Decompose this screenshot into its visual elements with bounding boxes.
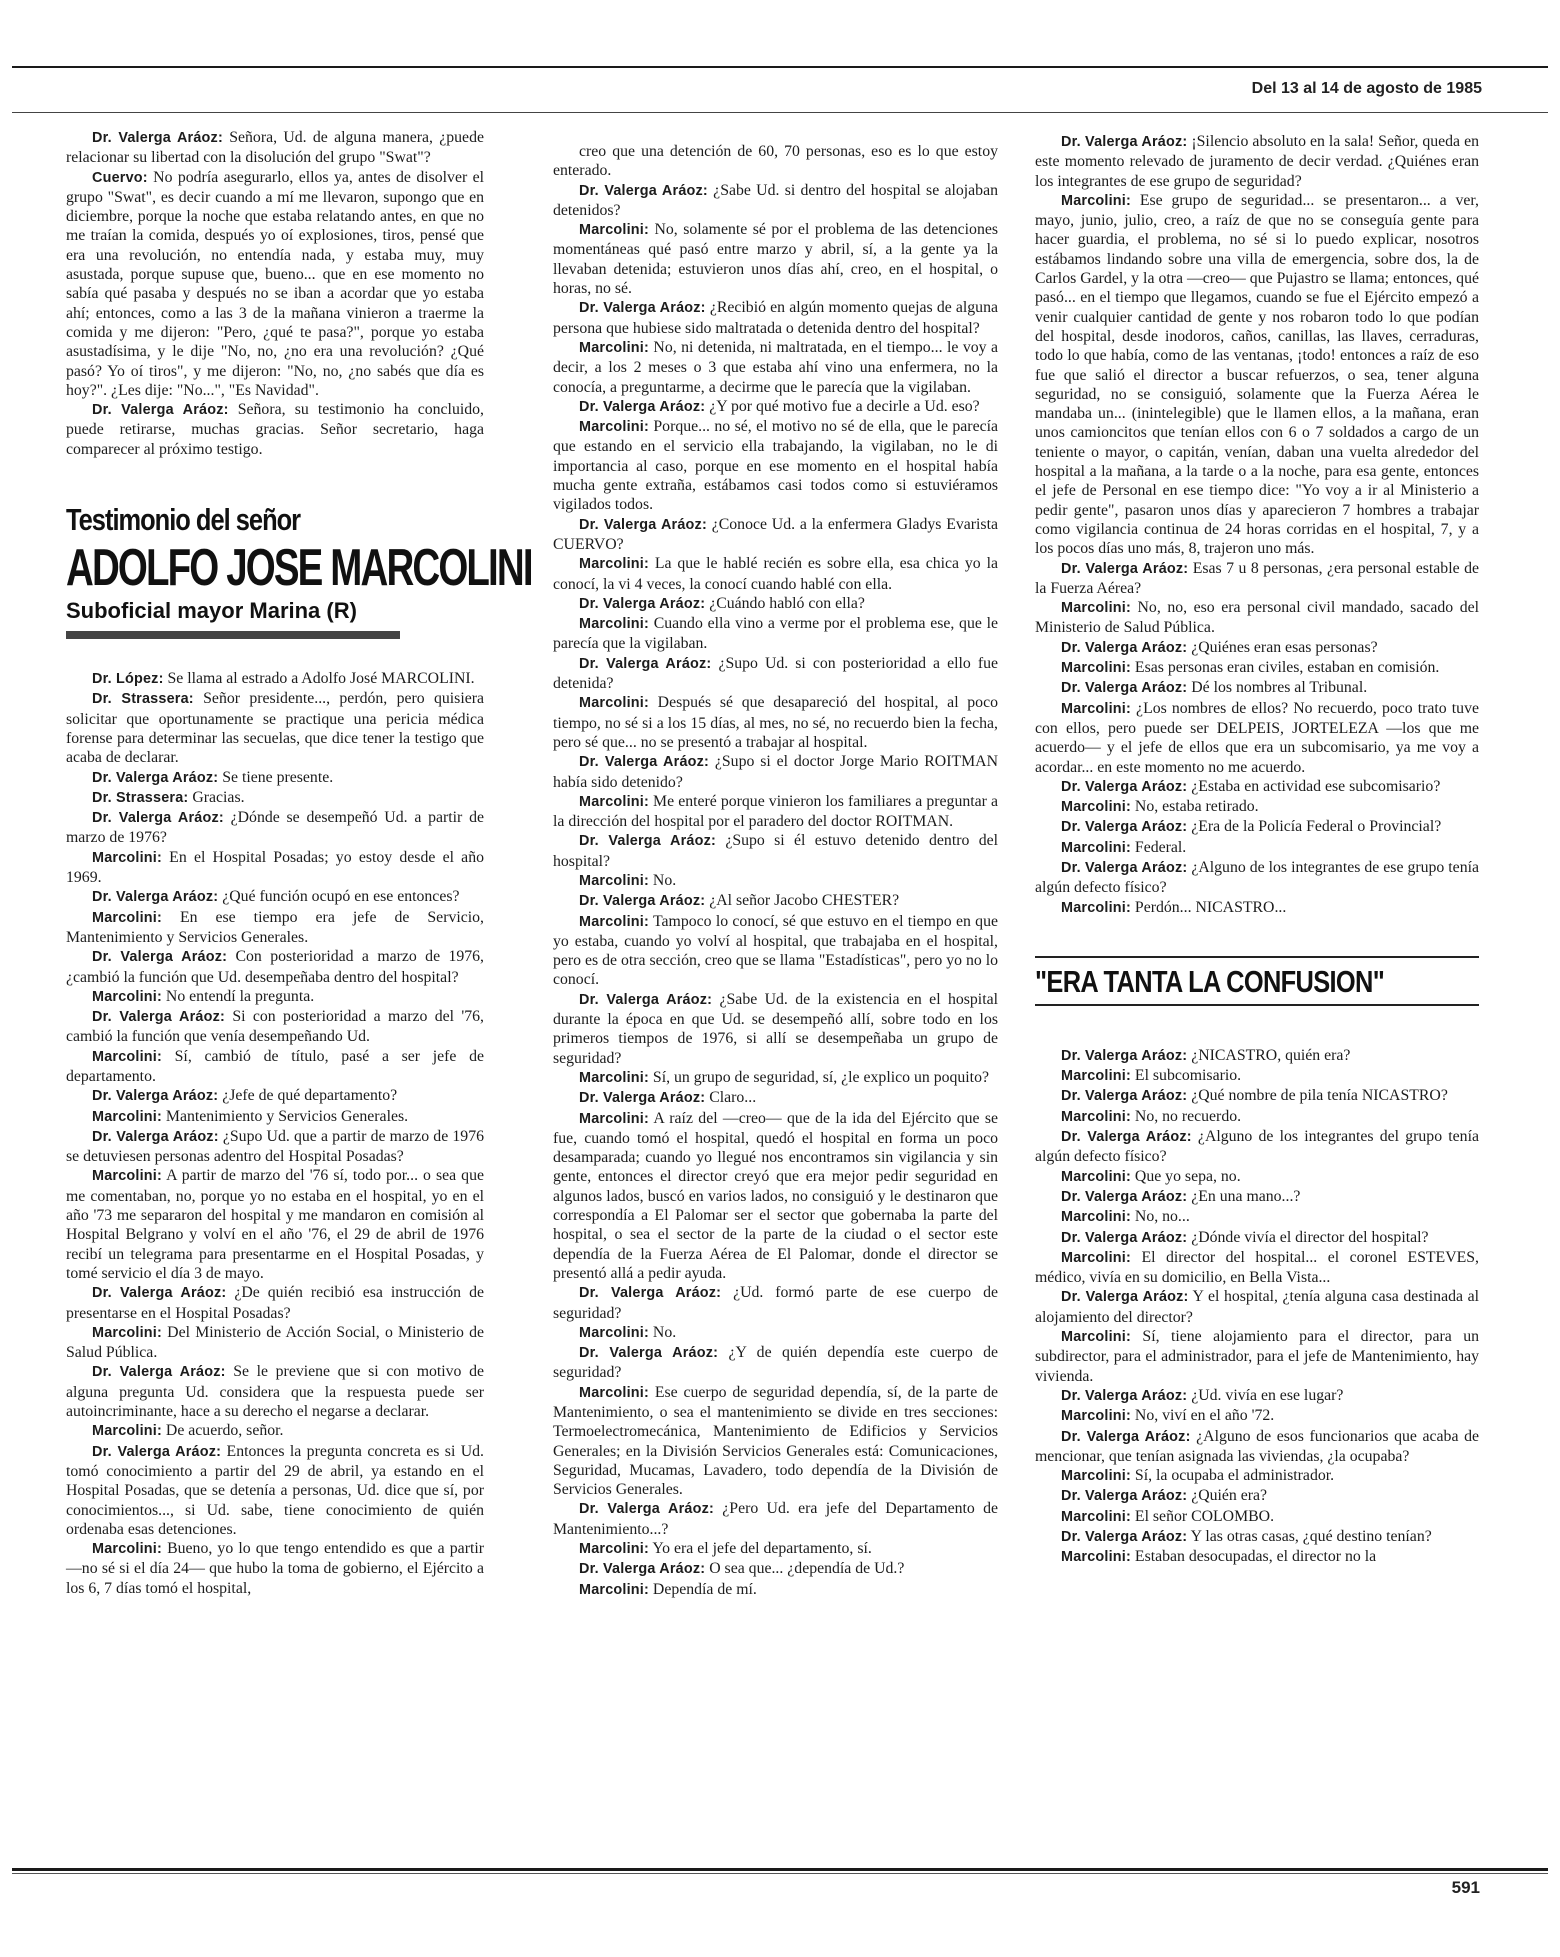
speaker-label: Marcolini: — [1061, 899, 1131, 916]
transcript-paragraph — [66, 1421, 484, 1441]
column-1 — [66, 128, 532, 1598]
speech-text: Estaban desocupadas, el director no la — [1130, 1548, 1377, 1566]
speech-text: ¿Sabe Ud. de la existencia en el hospital durante la época en que Ud. se desempeñó allí, sobre todo en los primeros tiempos de 1976, si allí se desempeñaba un grupo de seguridad? — [553, 990, 998, 1067]
speaker-label: Marcolini: — [92, 849, 162, 866]
speech-text: Señor presidente..., perdón, pero quisiera solicitar que oportunamente se practique una pericia médica forense para determinar las secuelas, que dice tener la testigo que acaba de declarar. — [66, 690, 484, 767]
transcript-paragraph — [1035, 1547, 1479, 1567]
transcript-paragraph — [66, 1539, 484, 1598]
witness-name: ADOLFO JOSE MARCOLINI — [66, 539, 532, 598]
transcript-paragraph — [553, 1383, 998, 1500]
transcript-paragraph — [1035, 1427, 1479, 1467]
transcript-paragraph — [66, 1047, 484, 1087]
speech-text: creo que una detención de 60, 70 personas, eso es lo que estoy enterado. — [553, 143, 998, 180]
transcript-paragraph — [66, 1323, 484, 1363]
transcript-paragraph — [66, 848, 484, 888]
speech-text: ¿Era de la Policía Federal o Provincial? — [1187, 818, 1442, 836]
transcript-paragraph — [1035, 838, 1479, 858]
transcript-paragraph — [1035, 1207, 1479, 1227]
speech-text: Después sé que desapareció del hospital, al poco tiempo, no sé si a los 15 días, al mes, no sé, no recuerdo bien la fecha, pero sé que... no se presentó a trabajar al hospital. — [553, 694, 998, 751]
transcript-paragraph — [1035, 1046, 1479, 1066]
transcript-paragraph — [66, 808, 484, 848]
speech-text: ¿Sabe Ud. si dentro del hospital se alojaban detenidos? — [553, 181, 998, 219]
speaker-label: Marcolini: — [92, 1324, 162, 1341]
speaker-label: Dr. Valerga Aráoz: — [579, 1285, 722, 1302]
speech-text: ¿Qué función ocupó en ese entonces? — [218, 888, 460, 906]
speaker-label: Dr. Valerga Aráoz: — [579, 595, 706, 612]
transcript-block — [66, 128, 484, 459]
transcript-paragraph — [1035, 1086, 1479, 1106]
transcript-paragraph — [66, 1442, 484, 1539]
speech-text: O sea que... ¿dependía de Ud.? — [705, 1560, 905, 1578]
transcript-paragraph — [66, 1107, 484, 1127]
speech-text: ¿Quién era? — [1187, 1487, 1268, 1505]
speech-text: En el Hospital Posadas; yo estoy desde el año 1969. — [66, 848, 484, 887]
speaker-label: Marcolini: — [92, 1423, 162, 1440]
transcript-paragraph — [1035, 777, 1479, 797]
speech-text: ¿Ud. formó parte de ese cuerpo de seguridad? — [553, 1284, 998, 1322]
speaker-label: Dr. Valerga Aráoz: — [92, 1088, 219, 1105]
speech-text: A partir de marzo del '76 sí, todo por... o sea que me comentaban, no, porque yo no estaba en el hospital, yo en el año '73 me separaron del hospital y me mandaron en comisión al Hospital Belgrano y volví en el año '76, el 29 de abril de 1976 recibí un telegrama para presentarme en el Hospital Posadas, y tomé servicio el día 3 de mayo. — [66, 1167, 484, 1282]
speech-text: No entendí la pregunta. — [161, 987, 315, 1005]
transcript-paragraph — [66, 669, 484, 689]
speech-text: Sí, cambió de título, pasé a ser jefe de departamento. — [66, 1047, 484, 1085]
speech-text: Entonces la pregunta concreta es si Ud. tomó conocimiento a partir del 29 de abril, ya estando en el Hospital Posadas, que se detenía a personas, Ud. dice que sí, por conocimientos..., si Ud. sabe, tiene conocimiento de quién ordenaba esas detenciones. — [66, 1442, 484, 1538]
speaker-label: Marcolini: — [579, 222, 649, 239]
transcript-paragraph — [66, 887, 484, 907]
speech-text: ¿Supo Ud. si con posterioridad a ello fue detenida? — [553, 654, 998, 693]
speaker-label: Dr. Valerga Aráoz: — [579, 754, 710, 771]
transcript-paragraph — [553, 1323, 998, 1343]
speech-text: ¿Jefe de qué departamento? — [218, 1087, 398, 1105]
speaker-label: Marcolini: — [579, 1384, 649, 1401]
testimony-header — [66, 501, 532, 639]
speech-text: Cuando ella vino a verme por el problema ese, que le parecía que la vigilaban. — [553, 615, 998, 653]
testimony-title: Testimonio del señor — [66, 502, 301, 538]
transcript-paragraph — [1035, 132, 1479, 191]
transcript-paragraph — [553, 1088, 998, 1108]
transcript-paragraph — [1035, 1107, 1479, 1127]
transcript-paragraph — [553, 912, 998, 990]
speaker-label: Marcolini: — [579, 1324, 649, 1341]
speaker-label: Marcolini: — [92, 909, 162, 926]
transcript-paragraph — [1035, 559, 1479, 599]
speech-text: No, no recuerdo. — [1130, 1107, 1242, 1125]
transcript-paragraph — [66, 1086, 484, 1106]
transcript-paragraph — [1035, 858, 1479, 898]
speech-text: ¿Supo si él estuvo detenido dentro del hospital? — [553, 832, 998, 870]
transcript-paragraph — [1035, 191, 1479, 559]
speech-text: Que yo sepa, no. — [1130, 1167, 1241, 1185]
speaker-label: Marcolini: — [1061, 1168, 1131, 1185]
speaker-label: Dr. Valerga Aráoz: — [579, 182, 708, 199]
speaker-label: Marcolini: — [579, 556, 649, 573]
transcript-block — [1035, 1046, 1479, 1568]
speech-text: ¿Quiénes eran esas personas? — [1187, 638, 1378, 656]
speech-text: ¿NICASTRO, quién era? — [1187, 1046, 1351, 1064]
transcript-paragraph — [66, 1007, 484, 1047]
speech-text: Esas personas eran civiles, estaban en comisión. — [1130, 659, 1440, 677]
transcript-paragraph — [1035, 1406, 1479, 1426]
speaker-label: Marcolini: — [579, 793, 649, 810]
transcript-paragraph — [66, 1362, 484, 1421]
speaker-label: Dr. Valerga Aráoz: — [92, 1009, 225, 1026]
transcript-paragraph — [1035, 1248, 1479, 1288]
speaker-label: Marcolini: — [579, 913, 649, 930]
transcript-paragraph — [1035, 1527, 1479, 1547]
speaker-label: Marcolini: — [92, 988, 162, 1005]
transcript-paragraph — [553, 990, 998, 1068]
transcript-paragraph — [1035, 1228, 1479, 1248]
speaker-label: Marcolini: — [1061, 1209, 1131, 1226]
speaker-label: Marcolini: — [579, 339, 649, 356]
speaker-label: Dr. Valerga Aráoz: — [92, 769, 219, 786]
speaker-label: Dr. Valerga Aráoz: — [1061, 1428, 1191, 1445]
transcript-paragraph — [553, 752, 998, 792]
transcript-paragraph — [66, 1166, 484, 1283]
transcript-paragraph — [66, 788, 484, 808]
speech-text: Tampoco lo conocí, sé que estuvo en el tiempo en que yo estaba, cuando yo volví al hospital, que trabajaba en el hospital, pero es de otra sección, creo que se llama "Estadísticas", pero yo no lo conocí. — [553, 912, 998, 989]
speaker-label: Dr. Valerga Aráoz: — [92, 402, 229, 419]
speaker-label: Marcolini: — [579, 872, 649, 889]
speech-text: ¿En una mano...? — [1187, 1187, 1301, 1205]
speaker-label: Marcolini: — [1061, 1408, 1131, 1425]
transcript-paragraph — [66, 768, 484, 788]
speech-text: ¿Alguno de los integrantes del grupo tenía algún defecto físico? — [1035, 1128, 1479, 1166]
speaker-label: Marcolini: — [92, 1541, 162, 1558]
transcript-paragraph — [553, 693, 998, 752]
transcript-block — [1035, 132, 1479, 918]
speaker-label: Dr. Valerga Aráoz: — [92, 1128, 219, 1145]
speech-text: Del Ministerio de Acción Social, o Ministerio de Salud Pública. — [66, 1323, 484, 1362]
witness-rank: Suboficial mayor Marina (R) — [66, 598, 357, 624]
section-rule — [1035, 956, 1479, 958]
transcript-paragraph — [553, 891, 998, 911]
speech-text: ¿Los nombres de ellos? No recuerdo, poco trato tuve con ellos, pero puede ser DELPEIS, JORTELEZA —los que me acuerdo— y el jefe de ellos que era un subcomisario, ya me voy a acordar... en este momento no me acuerdo. — [1035, 699, 1479, 776]
speech-text: Ese cuerpo de seguridad dependía, sí, de la parte de Mantenimiento, o sea el mantenimiento se divide en tres secciones: Termoelectromecánica, Mantenimiento de Edificios y Servicios Generales; en la División Servicios Generales está: Comunicaciones, Seguridad, Mucamas, Lavadero, todo dependía de la División de Servicios Generales. — [553, 1383, 998, 1499]
transcript-paragraph — [553, 831, 998, 871]
transcript-paragraph — [1035, 817, 1479, 837]
transcript-block — [553, 142, 998, 1600]
speech-text: No podría asegurarlo, ellos ya, antes de disolver el grupo "Swat", es decir cuando a mí me llevaron, supongo que en diciembre, porque la noche que estaba relatando antes, en que no me traían la comida, después yo oí explosiones, tiros, pensé que era una revolución, no entendía nada, y estaba muy, muy asustada, porque supuse que, bueno... que en ese momento no sabía qué pasaba y después no se iban a acordar que yo estaba ahí; entonces, como a las 3 de la mañana vinieron a traerme la comida y me dijeron: "Pero, ¿qué te pasa?", porque yo estaba asustadísima, y le dije "No, no, ¿no era una revolución? ¿Qué pasó? Yo oí tiros", y me dijeron: "No, no, ¿no sabés que día es hoy?". ¿Les dije: "No...", "Es Navidad". — [66, 168, 484, 399]
speech-text: El director del hospital... el coronel ESTEVES, médico, vivía en su domicilio, en Bella Vista... — [1035, 1248, 1479, 1287]
speaker-label: Dr. Valerga Aráoz: — [579, 1501, 714, 1518]
speaker-label: Dr. Valerga Aráoz: — [1061, 1129, 1192, 1146]
speaker-label: Marcolini: — [1061, 1549, 1131, 1566]
transcript-paragraph — [1035, 699, 1479, 777]
section-heading: "ERA TANTA LA CONFUSION" — [1035, 963, 1385, 999]
speaker-label: Dr. Valerga Aráoz: — [1061, 1289, 1189, 1306]
speech-text: Se le previene que si con motivo de alguna pregunta Ud. considera que la respuesta puede ser autoincriminante, hace a su derecho el negarse a declarar. — [66, 1363, 484, 1421]
speaker-label: Dr. Valerga Aráoz: — [1061, 1529, 1188, 1545]
speaker-label: Dr. Valerga Aráoz: — [579, 991, 713, 1008]
transcript-paragraph — [553, 554, 998, 594]
transcript-paragraph — [1035, 797, 1479, 817]
transcript-paragraph — [1035, 1386, 1479, 1406]
transcript-paragraph — [66, 987, 484, 1007]
speaker-label: Dr. Valerga Aráoz: — [1061, 1188, 1188, 1205]
transcript-paragraph — [553, 1343, 998, 1383]
speech-text: ¿Dónde vivía el director del hospital? — [1187, 1228, 1429, 1246]
speech-text: Se tiene presente. — [218, 768, 334, 786]
transcript-paragraph — [66, 689, 484, 767]
speech-text: No, estaba retirado. — [1130, 798, 1259, 816]
issue-date: Del 13 al 14 de agosto de 1985 — [1251, 80, 1482, 97]
speaker-label: Marcolini: — [579, 419, 649, 436]
speaker-label: Marcolini: — [579, 1110, 649, 1127]
speaker-label: Dr. Valerga Aráoz: — [92, 1285, 227, 1302]
speech-text: No, ni detenida, ni maltratada, en el tiempo... le voy a decir, a los 2 meses o 3 que estaba ahí vino una enfermera, no la conocía, a preguntarme, a decirme que le parecía que la vigilaban. — [553, 338, 998, 396]
speech-text: ¿Alguno de los integrantes de ese grupo tenía algún defecto físico? — [1035, 858, 1479, 897]
speech-text: Señora, Ud. de alguna manera, ¿puede relacionar su libertad con la disolución del grupo "Swat"? — [66, 129, 484, 167]
speaker-label: Dr. Valerga Aráoz: — [92, 810, 224, 827]
speech-text: A raíz del —creo— que de la ida del Ejército que se fue, cuando tomó el hospital, quedó el hospital en forma un poco desamparada; cuando yo llegué nos encontramos sin vigilancia y sin gente, entonces el director creyó que era mejor pedir seguridad en algunos lados, buscó en varios lados, no consiguió y le destinaron que correspondía a El Palomar ser el sector que gobernaba la parte del hospital, o sea el sector de la parte de la ciudad o el sector este dependía de la Fuerza Aérea de El Palomar, donde el director se presentó allá a pedir ayuda. — [553, 1109, 998, 1282]
transcript-paragraph — [553, 181, 998, 221]
speaker-label: Dr. Valerga Aráoz: — [92, 1443, 222, 1460]
transcript-paragraph — [1035, 638, 1479, 658]
header-sub-rule — [12, 112, 1548, 113]
transcript-paragraph — [553, 1559, 998, 1579]
transcript-paragraph — [1035, 1466, 1479, 1486]
speech-text: ¿Ud. vivía en ese lugar? — [1187, 1386, 1344, 1404]
title-underline-bar — [66, 631, 400, 639]
speaker-label: Marcolini: — [92, 1168, 162, 1185]
speech-text: Claro... — [705, 1089, 757, 1107]
transcript-paragraph — [66, 168, 484, 401]
speech-text: ¿Y por qué motivo fue a decirle a Ud. eso? — [705, 397, 980, 415]
transcript-paragraph — [66, 947, 484, 987]
speaker-label: Dr. Valerga Aráoz: — [92, 130, 223, 146]
speaker-label: Dr. Valerga Aráoz: — [1061, 819, 1188, 836]
speaker-label: Marcolini: — [1061, 839, 1131, 856]
speaker-label: Dr. Valerga Aráoz: — [579, 398, 706, 415]
speech-text: ¿Recibió en algún momento quejas de alguna persona que hubiese sido maltratada o detenida dentro del hospital? — [553, 299, 998, 337]
speech-text: Dependía de mí. — [648, 1580, 757, 1598]
transcript-paragraph — [553, 220, 998, 298]
speaker-label: Dr. Valerga Aráoz: — [1061, 1088, 1188, 1105]
speaker-label: Marcolini: — [579, 695, 649, 712]
transcript-paragraph — [553, 1499, 998, 1539]
speech-text: Señora, su testimonio ha concluido, puede retirarse, muchas gracias. Señor secretario, haga comparecer al próximo testigo. — [66, 401, 484, 458]
speech-text: La que le hablé recién es sobre ella, esa chica yo la conocí, la vi 4 veces, la conocí cuando hablé con ella. — [553, 555, 998, 593]
speech-text: Porque... no sé, el motivo no sé de ella, que le parecía que estando en el servicio ella trabajando, la vigilaban, no le di importancia al caso, porque en ese momento en el hospital había mucha gente extraña, estábamos casi todos como si estuviéramos vigilados todos. — [553, 418, 998, 514]
speech-text: No. — [648, 1323, 677, 1341]
speech-text: ¡Silencio absoluto en la sala! Señor, queda en este momento relevado de juramento de decir verdad. ¿Quiénes eran los integrantes de ese grupo de seguridad? — [1035, 133, 1479, 190]
speaker-label: Marcolini: — [92, 1108, 162, 1125]
speech-text: No, solamente sé por el problema de las detenciones momentáneas qué pasó entre marzo y abril, sí, a la gente ya la llevaban detenida; estuvieron unos días ahí, creo, en el hospital, o horas, no sé. — [553, 221, 998, 298]
speaker-label: Dr. Valerga Aráoz: — [1061, 778, 1188, 795]
speaker-label: Marcolini: — [1061, 1068, 1131, 1085]
speaker-label: Cuervo: — [92, 169, 148, 186]
transcript-paragraph — [553, 1539, 998, 1559]
speech-text: ¿Supo Ud. que a partir de marzo de 1976 se detuviesen personas adentro del Hospital Posadas? — [66, 1127, 484, 1166]
speech-text: Esas 7 u 8 personas, ¿era personal estable de la Fuerza Aérea? — [1035, 559, 1479, 597]
speech-text: Dé los nombres al Tribunal. — [1187, 679, 1368, 697]
transcript-paragraph — [1035, 1486, 1479, 1506]
speaker-label: Marcolini: — [1061, 1468, 1131, 1485]
transcript-paragraph — [553, 397, 998, 417]
section-rule — [1035, 1004, 1479, 1006]
transcript-paragraph — [553, 515, 998, 555]
speech-text: Yo era el jefe del departamento, sí. — [648, 1540, 872, 1558]
speaker-label: Marcolini: — [579, 1581, 649, 1598]
speaker-label: Dr. Valerga Aráoz: — [1061, 680, 1188, 697]
speaker-label: Dr. Valerga Aráoz: — [1061, 1488, 1188, 1505]
speaker-label: Marcolini: — [1061, 1329, 1131, 1346]
speech-text: ¿Alguno de esos funcionarios que acaba de mencionar, que tenían asignada las viviendas, ¿la ocupaba? — [1035, 1427, 1479, 1465]
speech-text: ¿Pero Ud. era jefe del Departamento de Mantenimiento...? — [553, 1500, 998, 1538]
speech-text: ¿Cuándo habló con ella? — [705, 594, 865, 612]
transcript-paragraph — [553, 1068, 998, 1088]
speaker-label: Marcolini: — [579, 616, 649, 633]
speaker-label: Dr. Valerga Aráoz: — [1061, 1047, 1188, 1064]
transcript-paragraph — [553, 792, 998, 832]
column-2 — [553, 142, 998, 1600]
speech-text: Con posterioridad a marzo de 1976, ¿cambió la función que Ud. desempeñaba dentro del hospital? — [66, 948, 484, 986]
transcript-paragraph — [553, 614, 998, 654]
transcript-paragraph — [553, 594, 998, 614]
transcript-paragraph — [1035, 1287, 1479, 1327]
transcript-paragraph — [66, 1127, 484, 1167]
speech-text: No, no... — [1130, 1208, 1190, 1226]
speech-text: ¿Dónde se desempeñó Ud. a partir de marzo de 1976? — [66, 809, 484, 847]
speaker-label: Dr. Valerga Aráoz: — [579, 516, 707, 533]
speaker-label: Marcolini: — [1061, 1108, 1131, 1125]
speaker-label: Marcolini: — [579, 1541, 649, 1558]
transcript-paragraph — [1035, 1167, 1479, 1187]
transcript-paragraph — [66, 908, 484, 948]
page-number: 591 — [1451, 1878, 1480, 1897]
speech-text: Y las otras casas, ¿qué destino tenían? — [1187, 1528, 1432, 1545]
speaker-label: Dr. Valerga Aráoz: — [579, 833, 716, 850]
transcript-paragraph — [553, 1580, 998, 1600]
speech-text: Sí, la ocupaba el administrador. — [1130, 1467, 1335, 1485]
speaker-label: Marcolini: — [1061, 600, 1131, 617]
speaker-label: Marcolini: — [1061, 660, 1131, 677]
speech-text: No, no, eso era personal civil mandado, sacado del Ministerio de Salud Pública. — [1035, 599, 1479, 637]
transcript-paragraph — [553, 1109, 998, 1284]
speaker-label: Marcolini: — [1061, 700, 1131, 717]
transcript-paragraph — [553, 1283, 998, 1323]
speech-text: ¿Conoce Ud. a la enfermera Gladys Evarista CUERVO? — [553, 515, 998, 553]
speech-text: Perdón... NICASTRO... — [1130, 898, 1287, 916]
transcript-paragraph — [66, 1283, 484, 1323]
transcript-paragraph — [1035, 598, 1479, 638]
speech-text: Bueno, yo lo que tengo entendido es que a partir —no sé si el día 24— que hubo la toma de gobierno, el Ejército a los 6, 7 días tomó el hospital, — [66, 1540, 484, 1597]
footer-rule-thin — [12, 1873, 1548, 1874]
speech-text: Sí, un grupo de seguridad, sí, ¿le explico un poquito? — [648, 1068, 989, 1086]
speaker-label: Marcolini: — [1061, 192, 1131, 209]
speaker-label: Dr. Valerga Aráoz: — [92, 889, 219, 906]
speaker-label: Dr. Valerga Aráoz: — [1061, 560, 1189, 577]
transcript-paragraph — [553, 338, 998, 397]
transcript-block — [66, 669, 484, 1598]
speaker-label: Dr. Valerga Aráoz: — [579, 655, 712, 672]
speech-text: ¿Al señor Jacobo CHESTER? — [705, 892, 900, 910]
speaker-label: Dr. Valerga Aráoz: — [1061, 1387, 1188, 1404]
speech-text: El señor COLOMBO. — [1130, 1507, 1275, 1525]
speaker-label: Dr. Valerga Aráoz: — [1061, 1229, 1188, 1246]
speaker-label: Dr. Valerga Aráoz: — [579, 893, 706, 910]
speaker-label: Dr. Valerga Aráoz: — [1061, 639, 1188, 656]
speech-text: De acuerdo, señor. — [161, 1422, 284, 1440]
speaker-label: Marcolini: — [92, 1048, 162, 1065]
transcript-paragraph — [1035, 1127, 1479, 1167]
transcript-paragraph — [553, 871, 998, 891]
speech-text: Sí, tiene alojamiento para el director, para un subdirector, para el administrador, para el jefe de Mantenimiento, hay vivienda. — [1035, 1328, 1479, 1385]
speech-text: Gracias. — [188, 788, 245, 806]
speech-text: No, viví en el año '72. — [1130, 1407, 1275, 1425]
speech-text: Mantenimiento y Servicios Generales. — [161, 1107, 409, 1125]
transcript-paragraph — [66, 128, 484, 168]
speaker-label: Dr. Strassera: — [92, 691, 194, 708]
speaker-label: Dr. López: — [92, 671, 164, 688]
transcript-paragraph — [553, 142, 998, 181]
speech-text: ¿Y de quién dependía este cuerpo de seguridad? — [553, 1344, 998, 1382]
transcript-paragraph — [1035, 1507, 1479, 1527]
speech-text: ¿Estaba en actividad ese subcomisario? — [1187, 777, 1441, 795]
transcript-paragraph — [66, 400, 484, 459]
speech-text: No. — [648, 871, 677, 889]
speech-text: Me enteré porque vinieron los familiares a preguntar a la dirección del hospital por el paradero del doctor ROITMAN. — [553, 792, 998, 831]
speaker-label: Marcolini: — [579, 1069, 649, 1086]
speech-text: ¿Supo si el doctor Jorge Mario ROITMAN había sido detenido? — [553, 753, 998, 791]
transcript-paragraph — [1035, 1327, 1479, 1386]
speaker-label: Marcolini: — [1061, 1249, 1131, 1266]
speech-text: Si con posterioridad a marzo del '76, cambió la función que venía desempeñando Ud. — [66, 1008, 484, 1046]
speech-text: Federal. — [1130, 838, 1187, 856]
transcript-paragraph — [1035, 678, 1479, 698]
speaker-label: Dr. Valerga Aráoz: — [579, 1090, 706, 1107]
speech-text: ¿De quién recibió esa instrucción de presentarse en el Hospital Posadas? — [66, 1284, 484, 1322]
speech-text: En ese tiempo era jefe de Servicio, Mantenimiento y Servicios Generales. — [66, 908, 484, 946]
speech-text: Se llama al estrado a Adolfo José MARCOLINI. — [163, 670, 475, 688]
speaker-label: Dr. Valerga Aráoz: — [579, 300, 706, 317]
speaker-label: Marcolini: — [1061, 1508, 1131, 1525]
speech-text: El subcomisario. — [1130, 1067, 1242, 1085]
speaker-label: Dr. Valerga Aráoz: — [92, 949, 228, 966]
speaker-label: Dr. Valerga Aráoz: — [1061, 134, 1188, 150]
speaker-label: Marcolini: — [1061, 799, 1131, 816]
transcript-paragraph — [553, 298, 998, 338]
speech-text: Ese grupo de seguridad... se presentaron... a ver, mayo, junio, julio, creo, a raíz de que no se conseguía gente para hacer guardia, el problema, no sé si lo puedo explicar, nosotros estábamos lindando sobre una villa de emergencia, sobre dos, la de Carlos Gardel, y la otra —creo— que Pujastro se llama; entonces, qué pasó... en el tiempo que llegamos, cuando se fue el Ejército empezó a venir cualquier cantidad de gente y nos robaron todo lo que podían del hospital, desde inodoros, caños, canillas, las llaves, cerraduras, todo lo que había, como de las ventanas, ¡todo! entonces a raíz de eso fue que salió el director a buscar refuerzos, o sea, tener alguna seguridad, no se consiguió, solamente que la Fuerza Aérea le mandaba un... (inintelegible) que le llamen ellos, a la mañana, eran unos camioncitos que tenían ellos con 6 o 7 soldados a cargo de un teniente o mayor, o capitán, venían, daban una vuelta alrededor del hospital a la mañana, a la tarde o a la noche, para esa gente, entonces el jefe de Personal en ese tiempo dice: "Yo voy a ir al Ministerio a pedir gente", pasaron unos días y aparecieron 7 hombres a trabajar como vigilancia continua de 24 horas corridas en el hospital, 7, y a los pocos días uno más, 8, trajeron uno más. — [1035, 191, 1479, 558]
speaker-label: Dr. Valerga Aráoz: — [1061, 859, 1188, 876]
transcript-paragraph — [1035, 1066, 1479, 1086]
speech-text: ¿Qué nombre de pila tenía NICASTRO? — [1187, 1087, 1448, 1105]
speaker-label: Dr. Valerga Aráoz: — [579, 1345, 719, 1362]
transcript-paragraph — [553, 417, 998, 514]
speaker-label: Dr. Valerga Aráoz: — [92, 1364, 226, 1381]
transcript-paragraph — [1035, 658, 1479, 678]
column-3 — [1035, 132, 1479, 1568]
transcript-paragraph — [1035, 1187, 1479, 1207]
footer-rule — [12, 1868, 1548, 1871]
speech-text: Y el hospital, ¿tenía alguna casa destinada al alojamiento del director? — [1035, 1288, 1479, 1326]
speaker-label: Dr. Valerga Aráoz: — [579, 1561, 706, 1578]
header-rule — [12, 66, 1548, 68]
speaker-label: Dr. Strassera: — [92, 789, 189, 806]
transcript-paragraph — [1035, 898, 1479, 918]
transcript-paragraph — [553, 654, 998, 694]
